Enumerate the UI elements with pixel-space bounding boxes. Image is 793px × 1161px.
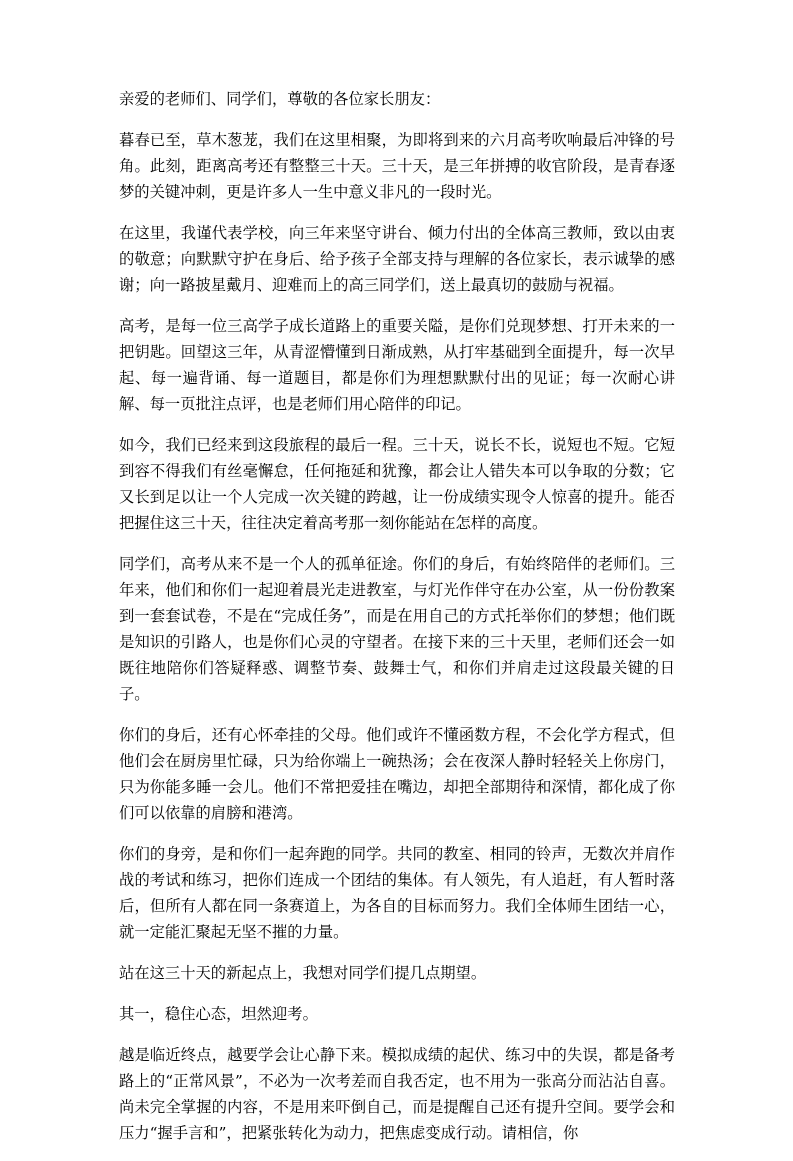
paragraph-gratitude: 在这里，我谨代表学校，向三年来坚守讲台、倾力付出的全体高三教师，致以由衷的敬意；向默默守护在身后、给予孩子全部支持与理解的各位家长，表示诚挚的感谢；向一路披星戴月、迎难而上的高三同学们，送上最真切的鼓励与祝福。 (119, 224, 675, 294)
document-page (119, 86, 675, 1161)
paragraph-intro: 暮春已至，草木葱茏，我们在这里相聚，为即将到来的六月高考吹响最后冲锋的号角。此刻，距离高考还有整整三十天。三十天，是三年拼搏的收官阶段，是青春逐梦的关键冲刺，更是许多人一生中意义非凡的一段时光。 (119, 131, 675, 201)
paragraph-gaokao-meaning: 高考，是每一位三高学子成长道路上的重要关隘，是你们兑现梦想、打开未来的一把钥匙。回望这三年，从青涩懵懂到日渐成熟，从打牢基础到全面提升，每一次早起、每一遍背诵、每一道题目，都是你们为理想默默付出的见证；每一次耐心讲解、每一页批注点评，也是老师们用心陪伴的印记。 (119, 317, 675, 413)
salutation: 亲爱的老师们、同学们，尊敬的各位家长朋友： (119, 90, 441, 108)
paragraph-classmates: 你们的身旁，是和你们一起奔跑的同学。共同的教室、相同的铃声，无数次并肩作战的考试和练习，把你们连成一个团结的集体。有人领先，有人追赶，有人暂时落后，但所有人都在同一条赛道上，为各自的目标而努力。我们全体师生团结一心，就一定能汇聚起无坚不摧的力量。 (119, 845, 675, 941)
paragraph-expectations-intro: 站在这三十天的新起点上，我想对同学们提几点期望。 (119, 964, 487, 982)
paragraph-parents: 你们的身后，还有心怀牵挂的父母。他们或许不懂函数方程，不会化学方程式，但他们会在厨房里忙碌，只为给你端上一碗热汤；会在夜深人静时轻轻关上你房门，只为你能多睡一会儿。他们不常把爱挂在嘴边，却把全部期待和深情，都化成了你们可以依靠的肩膀和港湾。 (119, 726, 675, 822)
heading-point-one: 其一，稳住心态，坦然迎考。 (119, 1005, 318, 1023)
paragraph-last-stretch: 如今，我们已经来到这段旅程的最后一程。三十天，说长不长，说短也不短。它短到容不得我们有丝毫懈怠，任何拖延和犹豫，都会让人错失本可以争取的分数；它又长到足以让一个人完成一次关键的跨越，让一份成绩实现令人惊喜的提升。能否把握住这三十天，往往决定着高考那一刻你能站在怎样的高度。 (119, 436, 675, 532)
paragraph-teachers: 同学们，高考从来不是一个人的孤单征途。你们的身后，有始终陪伴的老师们。三年来，他们和你们一起迎着晨光走进教室，与灯光作伴守在办公室，从一份份教案到一套套试卷，不是在“完成任务”，而是在用自己的方式托举你们的梦想；他们既是知识的引路人，也是你们心灵的守望者。在接下来的三十天里，老师们还会一如既往地陪你们答疑释惑、调整节奏、鼓舞士气，和你们并肩走过这段最关键的日子。 (119, 555, 675, 703)
paragraph-point-one: 越是临近终点，越要学会让心静下来。模拟成绩的起伏、练习中的失误，都是备考路上的“正常风景”，不必为一次考差而自我否定，也不用为一张高分而沾沾自喜。尚未完全掌握的内容，不是用来吓倒自己，而是提醒自己还有提升空间。要学会和压力“握手言和”，把紧张转化为动力，把焦虑变成行动。请相信，你 (119, 1046, 675, 1142)
